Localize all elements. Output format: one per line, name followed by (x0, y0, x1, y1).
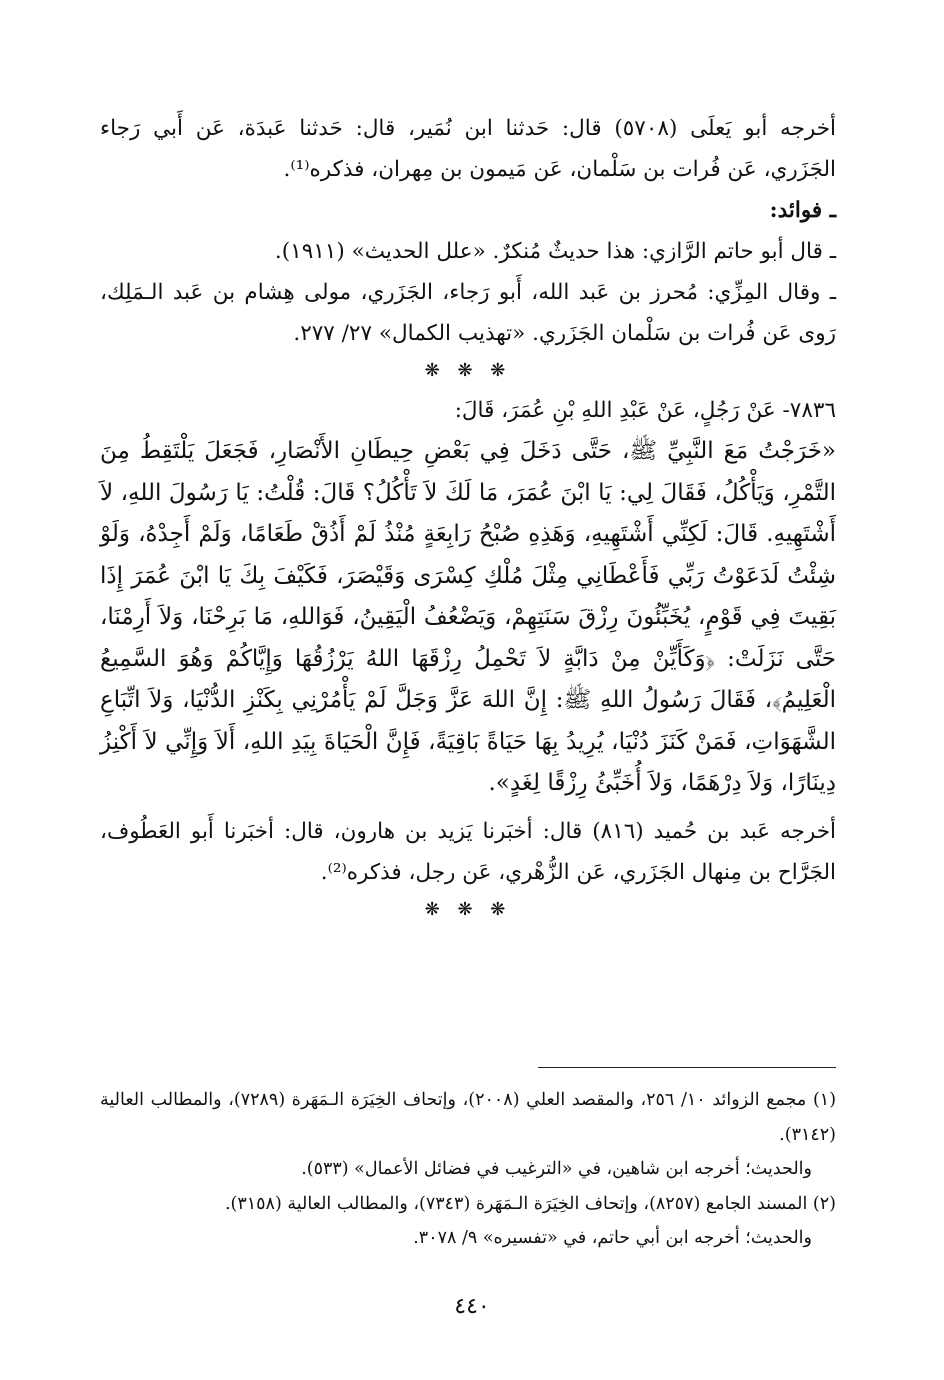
footnote-1-note: والحديث؛ أخرجه ابن شاهين، في «الترغيب في فضائل الأعمال» (٥٣٣). (301, 1159, 812, 1179)
body-block-2 (100, 811, 836, 925)
takhrij-paragraph-2: أخرجه عَبد بن حُميد (٨١٦) قال: أخبَرنا يَزيد بن هارون، قال: أخبَرنا أَبو العَطُوف، الجَرَّاح بن مِنهال الجَزَري، عَن الزُّهْري، عَن رجل، فذكره⁽²⁾. (100, 818, 836, 885)
footnotes (100, 1083, 836, 1256)
body-block (100, 108, 836, 431)
abu-hatim-remark: ـ قال أبو حاتم الرَّازي: هذا حديثٌ مُنكرٌ. «علل الحديث» (١٩١١). (274, 239, 836, 264)
mizzi-remark: ـ وقال المِزِّي: مُحرز بن عَبد الله، أَبو رَجاء، الجَزَري، مولى هِشام بن عَبد الـمَلِك، رَوى عَن فُرات بن سَلْمان الجَزَري. «تهذيب الكمال» ٢٧/ ٢٧٧. (100, 280, 836, 346)
main-text (100, 108, 836, 929)
hadith-text: «خَرَجْتُ مَعَ النَّبِيِّ ﷺ، حَتَّى دَخَلَ فِي بَعْضِ حِيطَانِ الأَنْصَارِ، فَجَعَلَ يَلْتَقِطُ مِنَ التَّمْرِ، وَيَأْكُلُ، فَقَالَ لِي: يَا ابْنَ عُمَرَ، مَا لَكَ لاَ تَأْكُلُ؟ قَالَ: قُلْتُ: يَا رَسُولَ اللهِ، لاَ أَشْتَهِيهِ. قَالَ: لَكِنِّي أَشْتَهِيهِ، وَهَذِهِ صُبْحُ رَابِعَةٍ مُنْذُ لَمْ أَذُقْ طَعَامًا، وَلَمْ أَجِدْهُ، وَلَوْ شِئْتُ لَدَعَوْتُ رَبِّي فَأَعْطَانِي مِثْلَ مُلْكِ كِسْرَى وَقَيْصَرَ، فَكَيْفَ بِكَ يَا ابْنَ عُمَرَ إِذَا بَقِيتَ فِي قَوْمٍ، يُخَبِّئُونَ رِزْقَ سَنَتِهِمْ، وَيَضْعُفُ الْيَقِينُ، فَوَاللهِ، مَا بَرِحْنَا، وَلاَ أَرِمْنَا، حَتَّى نَزَلَتْ: ﴿وَكَأَيِّنْ مِنْ دَابَّةٍ لاَ تَحْمِلُ رِزْقَهَا اللهُ يَرْزُقُهَا وَإِيَّاكُمْ وَهُوَ السَّمِيعُ الْعَلِيمُ﴾، فَقَالَ رَسُولُ اللهِ ﷺ: إِنَّ اللهَ عَزَّ وَجَلَّ لَمْ يَأْمُرْنِي بِكَنْزِ الدُّنْيَا، وَلاَ اتِّبَاعِ الشَّهَوَاتِ، فَمَنْ كَنَزَ دُنْيَا، يُرِيدُ بِهَا حَيَاةً بَاقِيَةً، فَإِنَّ الْحَيَاةَ بِيَدِ اللهِ، أَلاَ وَإِنِّي لاَ أَكْنِزُ دِينَارًا، وَلاَ دِرْهَمًا، وَلاَ أُخَبِّئُ رِزْقًا لِغَدٍ». (100, 438, 836, 796)
hadith-text-block (100, 431, 836, 805)
footnote-1: (١) مجمع الزوائد ١٠/ ٢٥٦، والمقصد العلي (٢٠٠٨)، وإتحاف الخِيَرَة الـمَهَرة (٧٢٨٩)، والمطالب العالية (٣١٤٢). (100, 1090, 837, 1145)
separator-stars-2: ❋ ❋ ❋ (424, 898, 512, 920)
fawaid-heading: ـ فوائد: (769, 198, 836, 223)
takhrij-paragraph-1: أخرجه أبو يَعلَى (٥٧٠٨) قال: حَدثنا ابن نُمَير، قال: حَدثنا عَبدَة، عَن أَبي رَجاء الجَزَري، عَن فُرات بن سَلْمان، عَن مَيمون بن مِهران، فذكره⁽¹⁾. (100, 116, 837, 182)
footnote-2: (٢) المسند الجامع (٨٢٥٧)، وإتحاف الخِيَرَة الـمَهَرة (٧٣٤٣)، والمطالب العالية (٣١٥٨). (224, 1193, 836, 1214)
page-number: ٤٤٠ (454, 1294, 490, 1319)
footnote-2-note: والحديث؛ أخرجه ابن أبي حاتم، في «تفسيره» ٩/ ٣٠٧٨. (413, 1228, 812, 1248)
separator-stars: ❋ ❋ ❋ (424, 360, 512, 381)
hadith-header: ٧٨٣٦- عَنْ رَجُلٍ، عَنْ عَبْدِ اللهِ بْنِ عُمَرَ، قَالَ: (454, 398, 836, 423)
footnote-divider (538, 1067, 836, 1068)
